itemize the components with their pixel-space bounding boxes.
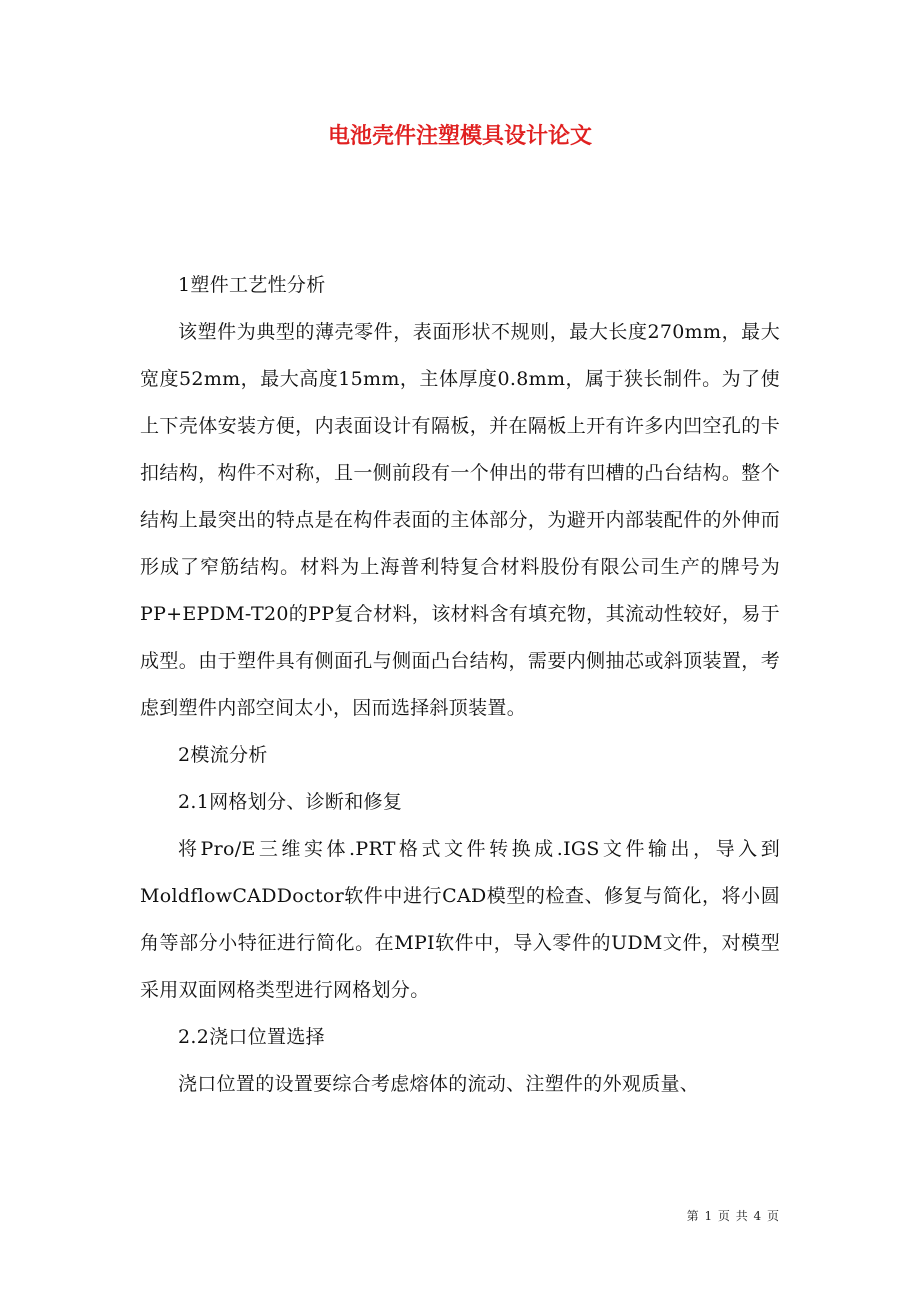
document-body: [140, 262, 780, 1108]
subsection-heading-2-2: 2.2浇口位置选择: [178, 1026, 325, 1048]
page-number: 第 1 页 共 4 页: [686, 1209, 780, 1223]
subsection-heading-2-1: 2.1网格划分、诊断和修复: [178, 791, 403, 813]
section-heading-1: 1塑件工艺性分析: [178, 274, 326, 296]
paragraph-part-analysis: 该塑件为典型的薄壳零件，表面形状不规则，最大长度270mm，最大宽度52mm，最大高度15mm，主体厚度0.8mm，属于狭长制件。为了使上下壳体安装方便，内表面设计有隔板，并在隔板上开有许多内凹空孔的卡扣结构，构件不对称，且一侧前段有一个伸出的带有凹槽的凸台结构。整个结构上最突出的特点是在构件表面的主体部分，为避开内部装配件的外伸而形成了窄筋结构。材料为上海普利特复合材料股份有限公司生产的牌号为PP+EPDM-T20的PP复合材料，该材料含有填充物，其流动性较好，易于成型。由于塑件具有侧面孔与侧面凸台结构，需要内侧抽芯或斜顶装置，考虑到塑件内部空间太小，因而选择斜顶装置。: [140, 321, 780, 719]
paragraph-gate: 浇口位置的设置要综合考虑熔体的流动、注塑件的外观质量、: [178, 1073, 700, 1095]
section-heading-2: 2模流分析: [178, 744, 268, 766]
document-title: 电池壳件注塑模具设计论文: [327, 123, 592, 149]
paragraph-mesh: 将Pro/E三维实体.PRT格式文件转换成.IGS文件输出，导入到MoldflowCADDoctor软件中进行CAD模型的检查、修复与简化，将小圆角等部分小特征进行简化。在MPI软件中，导入零件的UDM文件，对模型采用双面网格类型进行网格划分。: [140, 838, 780, 1001]
